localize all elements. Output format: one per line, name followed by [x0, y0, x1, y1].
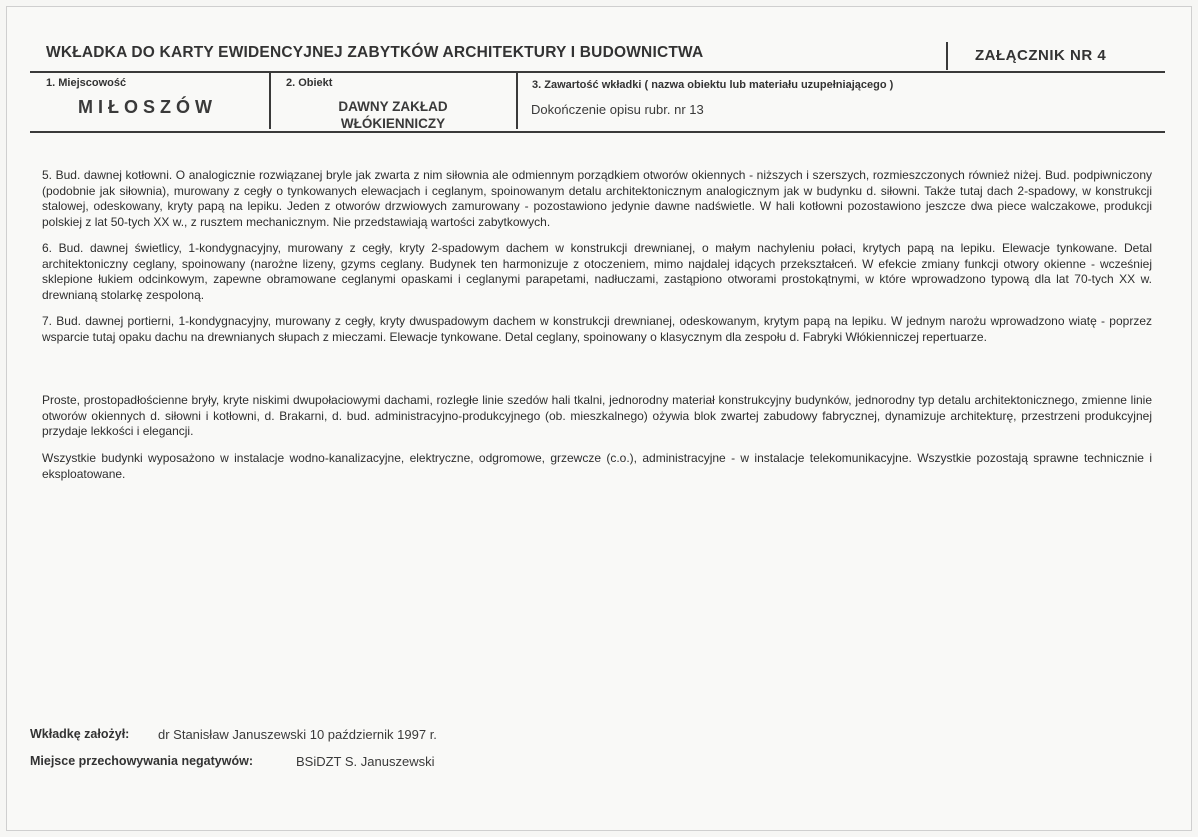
field-divider-1: [269, 73, 271, 129]
author-label: Wkładkę założył:: [30, 727, 130, 741]
paragraph-boiler-house: 5. Bud. dawnej kotłowni. O analogicznie rozwiązanej bryle jak zwarta z nim siłownia ale odmiennym porządkiem otworów okiennych - niższych i szerszych, rozmieszczonych również niżej. Bud. podpiwniczony (podobnie jak siłownia), murowany z cegły o tynkowanych elewacjach i ceglanym, spoinowanym detalu architektonicznym analogicznym jak w budynku d. siłowni. Także tutaj dach 2-spadowy, w konstrukcji stalowej, odeskowany, kryty papą na lepiku. Jeden z otworów drzwiowych zamurowany - pozostawiono jedynie dawne nadświetle. W hali kotłowni pozostawiono jeszcze dwa piece walczakowe, produkcji polskiej z lat 50-tych XX w., z rusztem mechanicznym. Nie przedstawiają wartości zabytkowych.: [42, 168, 1152, 229]
author-value: dr Stanisław Januszewski 10 październik 1997 r.: [158, 727, 437, 742]
content-label: 3. Zawartość wkładki ( nazwa obiektu lub materiału uzupełniającego ): [532, 79, 894, 91]
header-rule: [30, 71, 1165, 73]
negatives-storage-value: BSiDZT S. Januszewski: [296, 754, 435, 769]
field-divider-2: [516, 73, 518, 129]
object-value-line-1: DAWNY ZAKŁAD: [338, 99, 448, 114]
paragraph-community-hall: 6. Bud. dawnej świetlicy, 1-kondygnacyjny, murowany z cegły, kryty 2-spadowym dachem w konstrukcji drewnianej, o małym nachyleniu połaci, krytych papą na lepiku. Elewacje tynkowane. Detal architektoniczny ceglany, spoinowany (narożne lizeny, gzyms ceglany. Budynek ten harmonizuje z otoczeniem, mimo najdalej idących przekształceń. W efekcie zmiany funkcji otwory okienne - wcześniej sklepione łukiem odcinkowym, zapewne obramowane ceglanymi opaskami i ceglanymi parapetami, nadłuczami, zastąpiono otworami prostokątnymi, w które wprowadzono typową dla lat 70-tych XX w. drewnianą stolarkę zespoloną.: [42, 241, 1152, 302]
paragraph-architecture-summary: Proste, prostopadłościenne bryły, kryte niskimi dwupołaciowymi dachami, rozległe linie szedów hali tkalni, jednorodny materiał konstrukcyjny budynków, jednorodny typ detalu architektonicznego, zmienne linie otworów okiennych d. siłowni i kotłowni, d. Brakarni, d. bud. administracyjno-produkcyjnego (ob. mieszkalnego) ożywia blok zwartej zabudowy fabrycznej, dynamizuje architekturę, przestrzeni produkcyjnej przydaje lekkości i elegancji.: [42, 393, 1152, 438]
content-value: Dokończenie opisu rubr. nr 13: [531, 102, 704, 117]
header-divider-vertical: [946, 42, 948, 70]
negatives-storage-label: Miejsce przechowywania negatywów:: [30, 754, 253, 768]
paragraph-installations: Wszystkie budynki wyposażono w instalacje wodno-kanalizacyjne, elektryczne, odgromowe, grzewcze (c.o.), administracyjne - w instalacje telekomunikacyjne. Wszystkie pozostają sprawne technicznie i eksploatowane.: [42, 451, 1152, 481]
place-label: 1. Miejscowość: [46, 77, 127, 89]
paragraph-gatehouse: 7. Bud. dawnej portierni, 1-kondygnacyjny, murowany z cegły, kryty dwuspadowym dachem w konstrukcji drewnianej, odeskowanym, krytym papą na lepiku. W jednym narożu wprowadzono wiatę - poprzez wsparcie tutaj opaku dachu na drewnianych słupach z mieczami. Elewacje tynkowane. Detal ceglany, spoinowany o klasycznym dla zespołu d. Fabryki Włókienniczej repertuarze.: [42, 314, 1152, 344]
object-value: [290, 98, 496, 132]
object-label: 2. Obiekt: [286, 77, 333, 89]
annex-number: ZAŁĄCZNIK NR 4: [975, 47, 1107, 64]
object-value-line-2: WŁÓKIENNICZY: [340, 116, 446, 131]
place-value: MIŁOSZÓW: [78, 97, 217, 117]
page-title: WKŁADKA DO KARTY EWIDENCYJNEJ ZABYTKÓW ARCHITEKTURY I BUDOWNICTWA: [46, 44, 704, 61]
fields-rule: [30, 131, 1165, 133]
